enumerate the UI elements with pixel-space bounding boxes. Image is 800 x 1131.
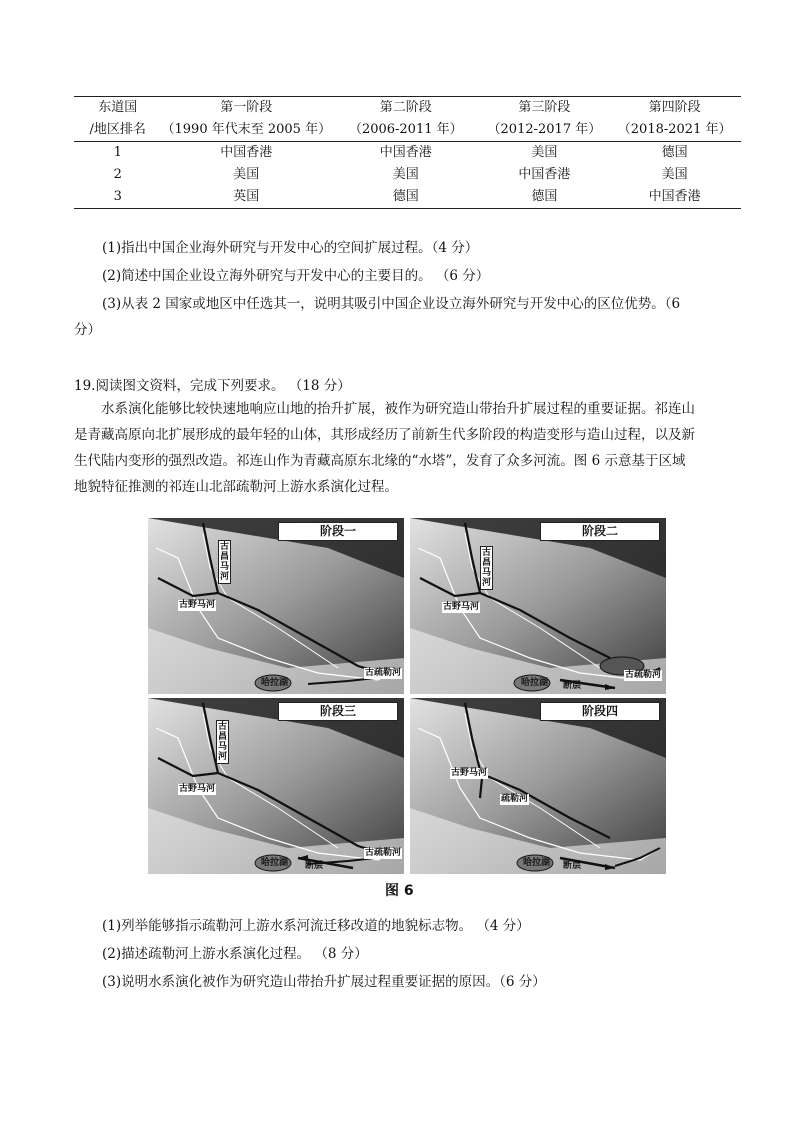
table-header-cell: 东道国 (74, 97, 162, 120)
table-cell: 美国 (233, 167, 260, 182)
paragraph-line: 地貌特征推测的祁连山北部疏勒河上游水系演化过程。 (74, 479, 398, 495)
table-cell: 德国 (661, 145, 688, 160)
figure-panel-stage-4 (410, 698, 666, 874)
question-paragraph (74, 396, 742, 500)
table-cell: 美国 (531, 145, 558, 160)
river-label: 古昌马河 (481, 548, 491, 588)
stage-title: 阶段三 (278, 702, 398, 721)
figure-panel-stage-3 (148, 698, 404, 874)
lake-label: 哈拉湖 (523, 858, 551, 868)
river-label: 古昌马河 (219, 542, 229, 582)
question-item: (3)说明水系演化被作为研究造山带抬升扩展过程重要证据的原因。（6 分） (102, 974, 546, 990)
paragraph-line: 水系演化能够比较快速地响应山地的抬升扩展，被作为研究造山带抬升扩展过程的重要证据。祁连山 (101, 401, 695, 417)
table-cell: 德国 (481, 186, 609, 209)
lake-label: 哈拉湖 (261, 678, 289, 688)
table-header-cell: （2012-2017 年） (481, 119, 609, 142)
figure-panel-stage-1 (148, 518, 404, 694)
drainage-evolution-figure (148, 518, 666, 874)
lake-label: 哈拉湖 (521, 678, 549, 688)
paragraph-line: 生代陆内变形的强烈改造。祁连山作为青藏高原东北缘的“水塔”，发育了众多河流。图 6 示意基于区域 (74, 453, 686, 469)
table-header-cell: 第二阶段 (331, 97, 480, 120)
table-cell: 中国香港 (379, 145, 432, 160)
table-header-row (74, 97, 741, 120)
ranking-table (74, 96, 741, 209)
fault-label: 断层 (563, 681, 582, 691)
table-header-cell: 第三阶段 (481, 97, 609, 120)
table-header-cell: （1990 年代末至 2005 年） (162, 119, 332, 142)
paragraph-line: 是青藏高原向北扩展形成的最年轻的山体，其形成经历了前新生代多阶段的构造变形与造山过程，以及新 (74, 427, 695, 443)
table-cell: 美国 (392, 167, 419, 182)
table-header-row (74, 119, 741, 142)
table-cell: 中国香港 (220, 145, 273, 160)
river-label: 古疏勒河 (365, 848, 402, 858)
stage-title: 阶段四 (540, 702, 660, 721)
question-item: (1)指出中国企业海外研究与开发中心的空间扩展过程。（4 分） (102, 240, 479, 256)
fault-label: 断层 (305, 861, 324, 871)
stage-title: 阶段一 (278, 522, 398, 541)
table-cell: 德国 (331, 186, 480, 209)
question-item: (2)描述疏勒河上游水系演化过程。 （8 分） (102, 946, 368, 962)
river-label: 古昌马河 (217, 722, 227, 762)
question-item: (3)从表 2 国家或地区中任选其一，说明其吸引中国企业设立海外研究与开发中心的区位优势。（6 (102, 296, 681, 312)
question-item: (2)简述中国企业设立海外研究与开发中心的主要目的。 （6 分） (102, 268, 490, 284)
fault-label: 断层 (563, 861, 582, 871)
question-heading: 19.阅读图文资料，完成下列要求。 （18 分） (74, 378, 351, 394)
table-header-cell: （2018-2021 年） (608, 119, 741, 142)
river-label: 古疏勒河 (625, 670, 662, 680)
river-label: 古野马河 (451, 768, 488, 778)
table-cell: 中国香港 (608, 186, 741, 209)
figure-caption: 图 6 (385, 883, 414, 899)
table-header-cell: /地区排名 (74, 119, 162, 142)
question-item: (1)列举能够指示疏勒河上游水系河流迁移改道的地貌标志物。 （4 分） (102, 918, 530, 934)
table-cell: 美国 (661, 167, 688, 182)
table-cell: 1 (113, 145, 122, 160)
river-label: 古野马河 (179, 784, 216, 794)
terrain-map (410, 698, 666, 874)
table-cell: 3 (74, 186, 162, 209)
table-cell: 2 (113, 167, 122, 182)
table-header-cell: （2006-2011 年） (331, 119, 480, 142)
river-label: 古野马河 (179, 600, 216, 610)
table-header-cell: 第一阶段 (162, 97, 332, 120)
river-label: 古野马河 (443, 602, 480, 612)
table-header-cell: 第四阶段 (608, 97, 741, 120)
river-label: 疏勒河 (501, 794, 529, 804)
figure-panel-stage-2 (410, 518, 666, 694)
table-cell: 英国 (162, 186, 332, 209)
table-cell: 中国香港 (518, 167, 571, 182)
stage-title: 阶段二 (540, 522, 660, 541)
lake-label: 哈拉湖 (261, 858, 289, 868)
question-item: 分） (74, 322, 101, 338)
table-row (74, 186, 741, 209)
river-label: 古疏勒河 (365, 668, 402, 678)
table-row (74, 164, 741, 186)
table-row (74, 142, 741, 165)
